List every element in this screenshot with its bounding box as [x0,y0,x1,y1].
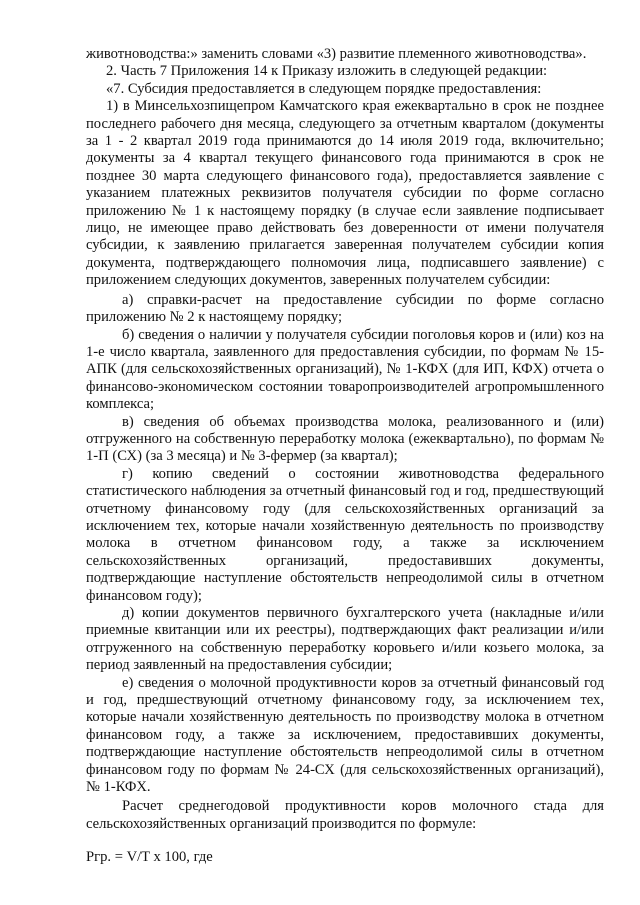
paragraph-continuation: животноводства:» заменить словами «3) развитие племенного животноводства». [86,46,587,62]
paragraph-calculation: Расчет среднегодовой продуктивности коров молочного стада для сельскохозяйственных организаций производится по формуле: [86,798,604,832]
paragraph-subpoint-a: а) справки-расчет на предоставление субсидии по форме согласно приложению № 2 к настоящему порядку; [86,291,604,326]
paragraph-subpoint-d: д) копии документов первичного бухгалтерского учета (накладные и/или приемные квитанции или их реестры), подтверждающих факт реализации и/или отгруженного на собственную переработку коровьего и/или козьего молока, за период заявленный на предоставления субсидии; [86,605,604,674]
paragraph-point-1: 1) в Минсельхозпищепром Камчатского края ежеквартально в срок не позднее последнего рабочего дня месяца, следующего за отчетным кварталом (документы за 1 - 2 квартал 2019 года принимаются до 14 июля 2019 года, включительно; документы за 4 квартал текущего финансового года принимаются в срок не позднее 30 марта следующего финансового года), предоставляется заявление с указанием платежных реквизитов получателя субсидии по форме согласно приложению № 1 к настоящему порядку (в случае если заявление подписывает лицо, не имеющее право действовать без доверенности от имени получателя субсидии, к заявлению прилагается заверенная получателем субсидии копия документа, подтверждающего полномочия лица, подписавшего заявление) с приложением следующих документов, заверенных получателем субсидии: [86,98,604,289]
paragraph-subpoint-e: е) сведения о молочной продуктивности коров за отчетный финансовый год и год, предшествующий отчетному финансовому году, за исключением тех, которые начали хозяйственную деятельность по производству молока в отчетном финансовом году, а также за исключением, предоставивших документы, подтверждающие наступление обстоятельств непреодолимой силы в отчетном финансовом году по формам № 24-СХ (для сельскохозяйственных организаций), № 1-КФХ. [86,674,604,796]
formula: Ргр. = V/T х 100, где [86,849,213,866]
paragraph-subpoint-g: г) копию сведений о состоянии животноводства федерального статистического наблюдения за отчетный финансовый год и год, предшествующий отчетному финансовому году (для сельскохозяйственных организаций за исключением тех, которые начали хозяйственную деятельность по производству молока в отчетном финансовом году, а также за исключением сельскохозяйственных организаций, предоставивших документы, подтверждающие наступление обстоятельств непреодолимой силы в отчетном финансовом году); [86,465,604,604]
paragraph-section-7: «7. Субсидия предоставляется в следующем порядке предоставления: [106,80,542,97]
paragraph-subpoint-v: в) сведения об объемах производства молока, реализованного и (или) отгруженного на собственную переработку молока (ежеквартально), по формам № 1-П (СХ) (за 3 месяца) и № 3-фермер (за квартал); [86,413,604,465]
paragraph-item-2: 2. Часть 7 Приложения 14 к Приказу изложить в следующей редакции: [106,63,548,80]
paragraph-subpoint-b: б) сведения о наличии у получателя субсидии поголовья коров и (или) коз на 1-е число квартала, заявленного для предоставления субсидии, по формам № 15-АПК (для сельскохозяйственных организаций), № 1-КФХ (для ИП, КФХ) отчета о финансово-экономическом состоянии товаропроизводителей агропромышленного комплекса; [86,326,604,413]
